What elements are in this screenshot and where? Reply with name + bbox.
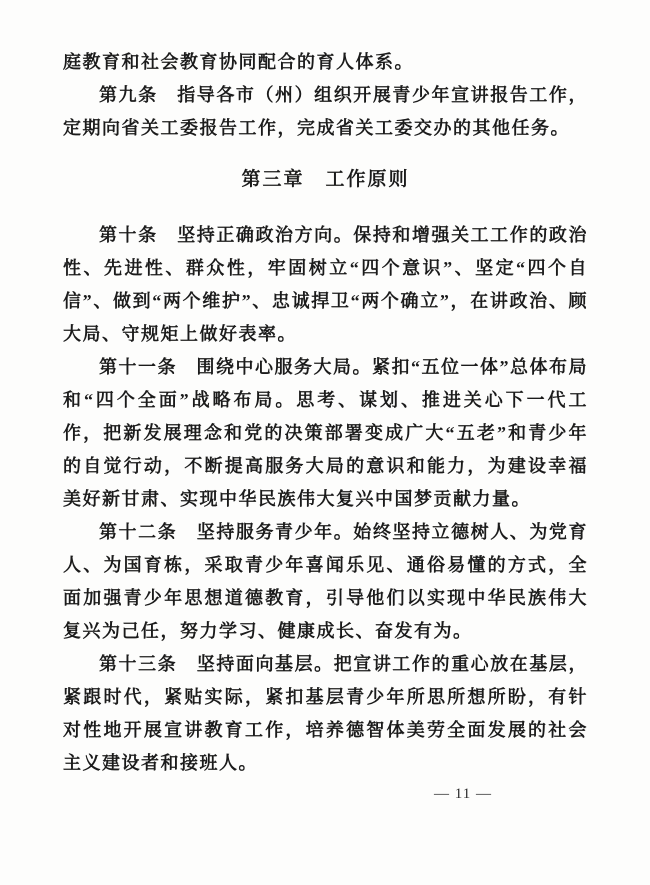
chapter-heading: 第三章 工作原则 <box>241 169 410 190</box>
article-13-paragraph: 第十三条 坚持面向基层。把宣讲工作的重心放在基层，紧跟时代，紧贴实际，紧扣基层青少年所思所想所盼，有针对性地开展宣讲教育工作，培养德智体美劳全面发展的社会主义建设者和接班人。 <box>63 654 588 773</box>
article-11-paragraph: 第十一条 围绕中心服务大局。紧扣“五位一体”总体布局和“四个全面”战略布局。思考、谋划、推进关心下一代工作，把新发展理念和党的决策部署变成广大“五老”和青少年的自觉行动，不断提高服务大局的意识和能力，为建设幸福美好新甘肃、实现中华民族伟大复兴中国梦贡献力量。 <box>63 357 588 509</box>
continuation-paragraph: 庭教育和社会教育协同配合的育人体系。 <box>63 52 414 72</box>
article-12-paragraph: 第十二条 坚持服务青少年。始终坚持立德树人、为党育人、为国育栋，采取青少年喜闻乐见、通俗易懂的方式，全面加强青少年思想道德教育，引导他们以实现中华民族伟大复兴为己任，努力学习、健康成长、奋发有为。 <box>63 522 588 641</box>
page-number: — 11 — <box>434 786 492 802</box>
article-9-paragraph: 第九条 指导各市（州）组织开展青少年宣讲报告工作，定期向省关工委报告工作，完成省关工委交办的其他任务。 <box>63 85 588 138</box>
article-10-paragraph: 第十条 坚持正确政治方向。保持和增强关工工作的政治性、先进性、群众性，牢固树立“四个意识”、坚定“四个自信”、做到“两个维护”、忠诚捍卫“两个确立”，在讲政治、顾大局、守规矩上做好表率。 <box>63 225 588 344</box>
